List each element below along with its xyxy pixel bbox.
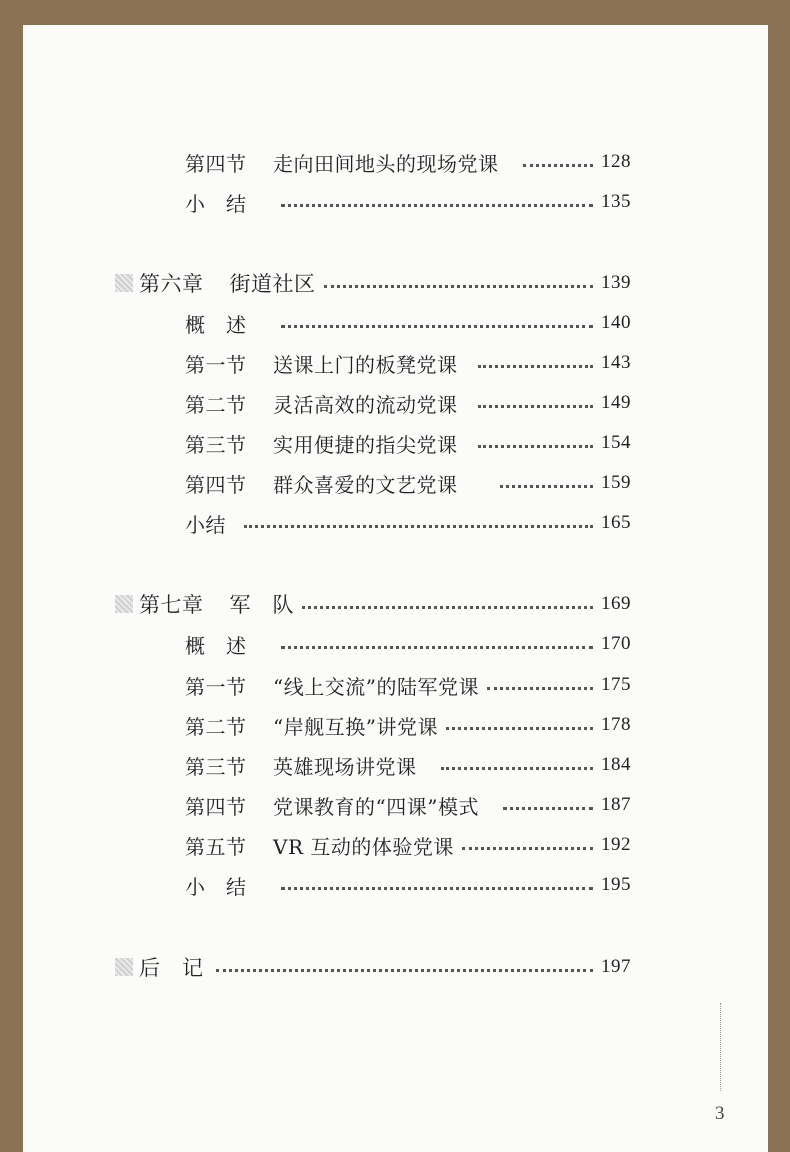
entry-page: 170 (601, 633, 631, 654)
entry-title: 党课教育的“四课”模式 (273, 794, 479, 819)
toc-entry (185, 187, 631, 217)
chapter-label: 第六章 (139, 272, 204, 296)
entry-page: 135 (601, 191, 631, 212)
entry-page: 128 (601, 151, 631, 172)
chapter-title: 军 队 (229, 593, 294, 617)
entry-page: 187 (601, 794, 631, 815)
leader-dots (503, 805, 593, 810)
toc-chapter-heading (115, 268, 631, 298)
chapter-page: 139 (601, 272, 631, 293)
toc-entry (185, 428, 631, 458)
entry-label: 概 述 (185, 312, 247, 337)
entry-label: 第三节 (185, 432, 247, 457)
leader-dots (281, 202, 593, 207)
entry-title: VR 互动的体验党课 (273, 834, 454, 859)
entry-label: 概 述 (185, 633, 247, 658)
leader-dots (487, 685, 593, 690)
entry-label: 第三节 (185, 754, 247, 779)
entry-label: 小 结 (185, 874, 247, 899)
entry-title: 走向田间地头的现场党课 (273, 151, 499, 176)
entry-page: 143 (601, 352, 631, 373)
entry-title: 群众喜爱的文艺党课 (273, 472, 458, 497)
leader-dots (281, 885, 593, 890)
page-number: 3 (715, 1103, 725, 1124)
chapter-title: 街道社区 (229, 272, 316, 296)
entry-label: 小结 (185, 512, 226, 537)
chapter-marker-icon (115, 595, 133, 613)
leader-dots (324, 283, 594, 288)
toc-entry (185, 147, 631, 177)
toc-entry (185, 508, 631, 538)
toc-entry (185, 870, 631, 900)
entry-page: 192 (601, 834, 631, 855)
entry-label: 第四节 (185, 472, 247, 497)
toc-entry (185, 388, 631, 418)
entry-label: 第一节 (185, 352, 247, 377)
entry-label: 第五节 (185, 834, 247, 859)
entry-title: 实用便捷的指尖党课 (273, 432, 458, 457)
entry-page: 154 (601, 432, 631, 453)
entry-title: 英雄现场讲党课 (273, 754, 417, 779)
toc-entry (185, 750, 631, 780)
afterword-page: 197 (601, 956, 631, 977)
chapter-page: 169 (601, 593, 631, 614)
book-page (23, 25, 768, 1152)
leader-dots (302, 604, 593, 609)
toc-chapter-heading (115, 589, 631, 619)
toc-entry (185, 348, 631, 378)
entry-title: “线上交流”的陆军党课 (273, 674, 479, 699)
entry-label: 第二节 (185, 392, 247, 417)
leader-dots (500, 483, 594, 488)
entry-page: 149 (601, 392, 631, 413)
toc-entry (185, 308, 631, 338)
entry-page: 140 (601, 312, 631, 333)
leader-dots (441, 765, 594, 770)
entry-title: “岸舰互换”讲党课 (273, 714, 438, 739)
leader-dots (478, 443, 594, 448)
leader-dots (478, 363, 594, 368)
leader-dots (281, 644, 593, 649)
entry-page: 195 (601, 874, 631, 895)
entry-page: 184 (601, 754, 631, 775)
toc-entry (185, 468, 631, 498)
margin-rule (720, 1003, 721, 1091)
entry-label: 第四节 (185, 151, 247, 176)
entry-label: 第二节 (185, 714, 247, 739)
toc-entry (185, 670, 631, 700)
leader-dots (478, 403, 594, 408)
entry-label: 小 结 (185, 191, 247, 216)
leader-dots (281, 323, 593, 328)
entry-page: 165 (601, 512, 631, 533)
entry-title: 灵活高效的流动党课 (273, 392, 458, 417)
entry-label: 第四节 (185, 794, 247, 819)
entry-title: 送课上门的板凳党课 (273, 352, 458, 377)
leader-dots (462, 845, 593, 850)
entry-page: 178 (601, 714, 631, 735)
toc-afterword (115, 952, 631, 982)
toc-entry (185, 790, 631, 820)
chapter-marker-icon (115, 958, 133, 976)
leader-dots (523, 162, 594, 167)
entry-page: 159 (601, 472, 631, 493)
chapter-label: 第七章 (139, 593, 204, 617)
afterword-label: 后 记 (139, 956, 204, 980)
toc-entry (185, 710, 631, 740)
toc-entry (185, 629, 631, 659)
leader-dots (244, 523, 593, 528)
entry-label: 第一节 (185, 674, 247, 699)
entry-page: 175 (601, 674, 631, 695)
toc-entry (185, 830, 631, 860)
leader-dots (216, 967, 594, 972)
leader-dots (446, 725, 593, 730)
chapter-marker-icon (115, 274, 133, 292)
